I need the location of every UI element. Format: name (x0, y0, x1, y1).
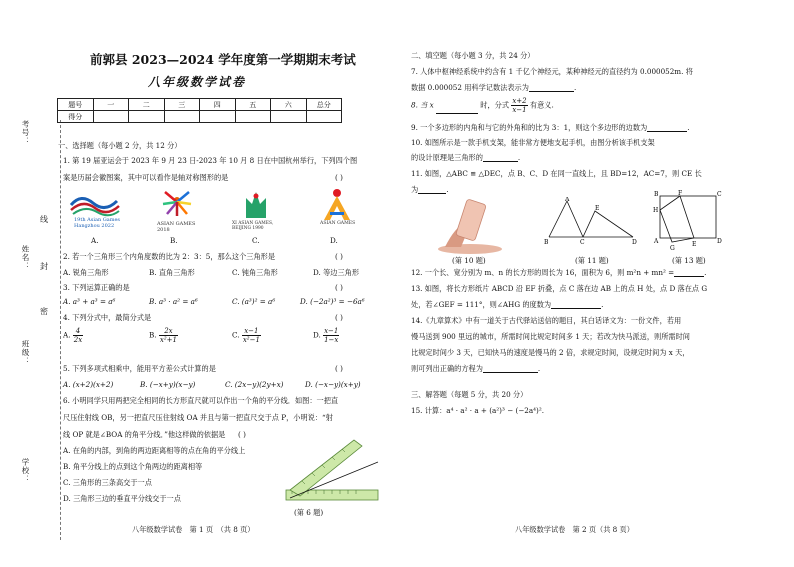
fig13-label-b: B (654, 191, 659, 198)
q3-answer-paren: ( ) (335, 283, 343, 292)
q8-denominator: x−1 (512, 106, 527, 114)
q4-option-d-letter: D. (313, 330, 321, 340)
q2-answer-paren: ( ) (335, 252, 343, 261)
q5-option-c[interactable]: C. (2x−y)(2y+x) (225, 380, 284, 389)
q4-stem: 4. 下列分式中，最简分式是 (63, 313, 152, 322)
q4-a-denominator: 2x (73, 336, 83, 344)
q6-option-d[interactable]: D. 三角形三边的垂直平分线交于一点 (63, 494, 181, 503)
q5-option-b[interactable]: B. (−x+y)(x−y) (140, 380, 196, 389)
section-2-heading: 二、填空题（每小题 3 分，共 24 分） (411, 51, 535, 60)
figure-13-caption: (第 13 题) (672, 256, 706, 265)
q6-answer-paren: ( ) (238, 430, 246, 439)
fig13-label-g: G (670, 245, 675, 252)
q14-line1: 14.《九章算术》中有一道关于古代驿站送信的题目，其白话译文为：一份文件，若用 (411, 316, 682, 325)
fig13-label-f: F (678, 190, 683, 197)
q7-answer-blank[interactable] (529, 83, 574, 92)
q2-option-a[interactable]: A. 锐角三角形 (63, 268, 109, 277)
q1-answer-paren: ( ) (335, 173, 343, 182)
q4-option-b-letter: B. (149, 330, 157, 340)
logo-hangzhou-2022 (67, 191, 123, 231)
figure-10-caption: (第 10 题) (452, 256, 486, 265)
exam-subtitle: 八年级数学试卷 (148, 75, 247, 89)
fig11-label-e: E (595, 205, 600, 212)
q2-option-b[interactable]: B. 直角三角形 (149, 268, 195, 277)
q2-option-d[interactable]: D. 等边三角形 (313, 268, 360, 277)
q4-option-a-fraction (73, 327, 83, 344)
score-header: 二 (129, 99, 165, 111)
score-header: 六 (271, 99, 307, 111)
q1-line2: 案是历届会徽图案，其中可以看作是轴对称图形的是 (63, 173, 229, 182)
figure-10-phone-stand (425, 197, 515, 257)
q7-line1: 7. 人体中枢神经系统中约含有 1 千亿个神经元，某种神经元的直径约为 0.000052m. 将 (411, 67, 693, 76)
section-3-heading: 三、解答题（每题 5 分，共 20 分） (411, 390, 528, 399)
q1-option-c[interactable]: C. (252, 236, 260, 245)
hangzhou-caption: 19th Asian Games Hangzhou 2022 (74, 217, 120, 229)
q5-option-a[interactable]: A. (x+2)(x+2) (63, 380, 114, 389)
q6-option-c[interactable]: C. 三角形的三条高交于一点 (63, 478, 152, 487)
q4-answer-paren: ( ) (335, 313, 343, 322)
q5-answer-paren: ( ) (335, 364, 343, 373)
side-label-class: 班级： (21, 340, 30, 366)
q9-line: 9. 一个多边形的内角和与它的外角和的比为 3：1，则这个多边形的边数为 . (411, 123, 690, 132)
figure-6-caption: (第 6 题) (294, 508, 324, 517)
asian-games-2018-caption: ASIAN GAMES 2018 (157, 221, 196, 233)
side-label-name: 姓名： (21, 245, 30, 271)
binding-char-line: 线 (40, 215, 48, 224)
q4-option-c-fraction (242, 327, 261, 344)
q4-c-numerator: x−1 (242, 327, 261, 336)
q7-line2: 数据 0.000052 用科学记数法表示为 . (411, 83, 577, 92)
score-cell[interactable] (200, 111, 236, 123)
q4-option-d-fraction (323, 327, 339, 344)
q3-option-c[interactable]: C. (a³)² = a⁶ (232, 297, 276, 306)
q13-answer-blank[interactable] (551, 300, 601, 309)
q12-answer-blank[interactable] (674, 268, 704, 277)
figure-11-triangles (543, 197, 643, 247)
score-header: 三 (164, 99, 200, 111)
score-header: 五 (235, 99, 271, 111)
fig11-label-d: D (632, 239, 637, 246)
q1-option-b[interactable]: B. (170, 236, 178, 245)
fig13-label-c: C (717, 191, 722, 198)
q14-line3: 比规定时间少 3 天，已知快马的速度是慢马的 2 倍，求规定时间，设规定时间为 x 天， (411, 348, 690, 357)
q13-line1: 13. 如图，将长方形纸片 ABCD 沿 EF 折叠，点 C 落在边 AB 上的点 H 处，点 D 落在点 G (411, 284, 708, 293)
q6-line1: 6. 小明同学只用两把完全相同的长方形直尺就可以作出一个角的平分线．如图：一把直 (63, 396, 339, 405)
q10-line2-text: 的设计原理是三角形的 (411, 153, 483, 162)
score-header: 题号 (58, 99, 94, 111)
q10-line1: 10. 如图所示是一款手机支架，能非常方便地支起手机，由图分析该手机支架 (411, 138, 655, 147)
q8-numerator: x+2 (512, 97, 527, 105)
q14-line4-text: 则可列出正确的方程为 (411, 364, 483, 373)
q2-stem: 2. 若一个三角形三个内角度数的比为 2：3：5，那么这个三角形是 (63, 252, 276, 261)
binding-char-seal: 封 (40, 262, 48, 271)
fig11-label-c: C (580, 239, 585, 246)
fig11-label-b: B (544, 239, 549, 246)
q9-text: 9. 一个多边形的内角和与它的外角和的比为 3：1，则这个多边形的边数为 (411, 123, 648, 132)
score-cell[interactable] (271, 111, 307, 123)
logo-asian-games-2018 (157, 188, 197, 232)
q7-line2-text: 数据 0.000052 用科学记数法表示为 (411, 83, 529, 92)
q1-option-a[interactable]: A. (91, 236, 99, 245)
q2-option-c[interactable]: C. 钝角三角形 (232, 268, 278, 277)
q12-line: 12. 一个长、宽分别为 m、n 的长方形的周长为 16，面积为 6，则 m²n + mn² = . (411, 268, 707, 277)
q4-option-b[interactable] (149, 327, 178, 344)
q3-option-d[interactable]: D. (−2a²)³ = −6a⁶ (300, 297, 365, 306)
q13-line2-text: 处，若∠GEF = 111°，则∠AHG 的度数为 (411, 300, 552, 309)
fig13-label-a: A (654, 238, 659, 245)
q11-line2: 为 . (411, 185, 449, 194)
side-label-exam-no: 考号： (21, 120, 30, 146)
binding-dashed-line (60, 120, 61, 540)
q6-option-b[interactable]: B. 角平分线上的点到这个角两边的距离相等 (63, 462, 203, 471)
side-label-school: 学校： (21, 458, 30, 484)
q4-a-numerator: 4 (73, 327, 83, 336)
q1-line1: 1. 第 19 届亚运会于 2023 年 9 月 23 日-2023 年 10 月 8 日在中国杭州举行，下列四个图 (63, 156, 358, 165)
q3-option-a[interactable]: A. a³ + a³ = a⁶ (63, 297, 116, 306)
q8-prefix: 8. 当 x (411, 100, 434, 110)
q4-option-c[interactable] (232, 327, 261, 344)
score-cell[interactable] (93, 111, 129, 123)
q3-stem: 3. 下列运算正确的是 (63, 283, 130, 292)
score-table (57, 98, 342, 123)
q14-answer-blank[interactable] (483, 364, 538, 373)
q4-b-denominator: x²+1 (159, 336, 177, 344)
q11-line1: 11. 如图，△ABC ≌ △DEC，点 B、C、D 在同一直线上，且 BD=12，AC=7，则 CE 长 (411, 169, 702, 178)
q9-answer-blank[interactable] (647, 123, 687, 132)
figure-13-folded-rectangle (650, 190, 725, 255)
q8-fraction (511, 97, 527, 114)
q4-d-denominator: 1−x (324, 336, 339, 344)
q8-suffix: 有意义. (529, 100, 554, 110)
score-header: 一 (93, 99, 129, 111)
q14-line2: 慢马送到 900 里远的城市，所需时间比规定时间多 1 天；若改为快马派送，则所需时间 (411, 332, 690, 341)
q4-option-a[interactable] (63, 327, 83, 344)
q6-line3: 线 OP 就是∠BOA 的角平分线．”他这样做的依据是 (63, 430, 226, 439)
q13-line2: 处，若∠GEF = 111°，则∠AHG 的度数为 . (411, 300, 604, 309)
q6-line2: 尺压住射线 OB，另一把直尺压住射线 OA 并且与第一把直尺交于点 P，小明说：“射 (63, 413, 333, 422)
q5-option-d[interactable]: D. (−x−y)(x+y) (305, 380, 361, 389)
logo-beijing-1990 (232, 188, 280, 232)
q4-b-numerator: 2x (159, 327, 178, 336)
beijing-1990-caption: XI ASIAN GAMES, BEIJING 1990 (232, 221, 274, 231)
q8-line (411, 97, 554, 114)
right-page-footer: 八年级数学试卷 第 2 页（共 8 页） (515, 525, 634, 534)
q12-text: 12. 一个长、宽分别为 m、n 的长方形的周长为 16，面积为 6，则 m²n + mn² = (411, 268, 675, 277)
q4-option-b-fraction (159, 327, 178, 344)
binding-char-secret: 密 (40, 307, 48, 316)
score-cell[interactable] (306, 111, 342, 123)
score-cell[interactable] (129, 111, 165, 123)
q10-answer-blank[interactable] (483, 153, 518, 162)
score-cell[interactable] (164, 111, 200, 123)
q3-option-b[interactable]: B. a³ · a² = a⁶ (149, 297, 198, 306)
score-row-label: 得分 (58, 111, 94, 123)
score-cell[interactable] (235, 111, 271, 123)
figure-6-rulers (282, 438, 382, 508)
left-page-footer: 八年级数学试卷 第 1 页 （共 8 页） (132, 525, 255, 534)
q4-d-numerator: x−1 (324, 327, 339, 335)
logo-asian-games-a (318, 186, 356, 232)
q4-option-a-letter: A. (63, 330, 71, 340)
score-header: 总分 (306, 99, 342, 111)
fig13-label-h: H (653, 207, 659, 214)
fig13-label-d: D (717, 238, 722, 245)
fig11-label-a: A (565, 197, 570, 203)
q15-text: 15. 计算：a⁴ · a² · a + (a²)³ − (−2a⁴)². (411, 406, 544, 415)
q10-line2: 的设计原理是三角形的 . (411, 153, 521, 162)
section-1-heading: 一、选择题（每小题 2 分，共 12 分） (58, 141, 182, 150)
fig13-label-e: E (692, 241, 697, 248)
q8-answer-blank[interactable] (436, 105, 478, 114)
q11-line2-text: 为 (411, 185, 419, 194)
q4-c-denominator: x²−1 (242, 336, 260, 344)
q8-middle: 时，分式 (480, 100, 510, 110)
q4-option-c-letter: C. (232, 330, 240, 340)
q1-option-d[interactable]: D. (330, 236, 338, 245)
figure-11-caption: (第 11 题) (575, 256, 609, 265)
q14-line4: 则可列出正确的方程为 . (411, 364, 541, 373)
score-header: 四 (200, 99, 236, 111)
q4-option-d[interactable] (313, 327, 339, 344)
q11-answer-blank[interactable] (418, 185, 446, 194)
asian-games-a-caption: ASIAN GAMES (320, 221, 356, 226)
exam-title: 前郭县 2023—2024 学年度第一学期期末考试 (90, 52, 356, 67)
q6-option-a[interactable]: A. 在角的内部，到角的两边距离相等的点在角的平分线上 (63, 446, 246, 455)
q5-stem: 5. 下列多项式相乘中，能用平方差公式计算的是 (63, 364, 216, 373)
